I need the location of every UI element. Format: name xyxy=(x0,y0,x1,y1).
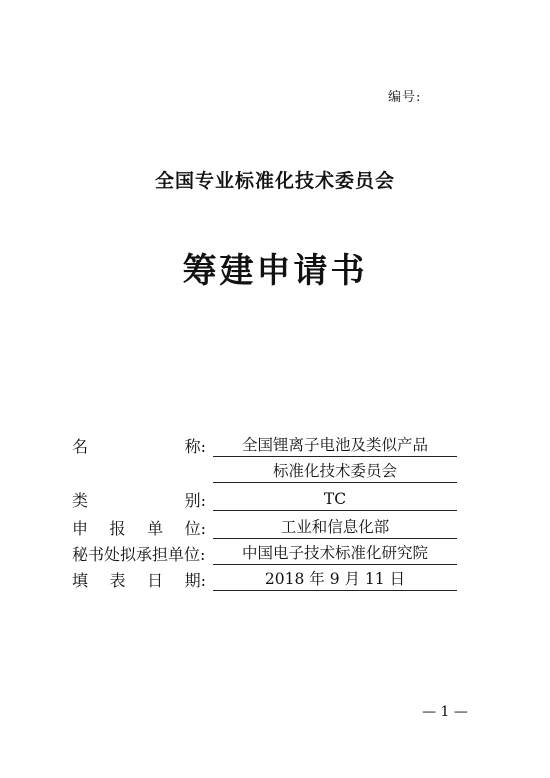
name-field-value-line1: 全国锂离子电池及类似产品 xyxy=(213,435,457,457)
label-char: 名 xyxy=(72,437,89,456)
date-field-value: 2018 年 9 月 11 日 xyxy=(213,569,457,591)
document-title: 筹建申请书 xyxy=(182,251,368,291)
serial-number-label: 编号: xyxy=(388,90,422,105)
label-char: 申 xyxy=(72,519,89,538)
label-char: 类 xyxy=(72,491,89,510)
secretariat-field-value: 中国电子技术标准化研究院 xyxy=(213,543,457,565)
applicant-field-label xyxy=(72,519,206,539)
name-field-value-line2: 标准化技术委员会 xyxy=(213,461,457,483)
name-field-label xyxy=(72,437,206,457)
label-char: 别: xyxy=(184,491,206,510)
secretariat-field-label xyxy=(72,545,206,565)
page-number: — 1 — xyxy=(422,704,468,720)
applicant-field-value: 工业和信息化部 xyxy=(213,517,457,539)
label-char: 位: xyxy=(184,519,206,538)
label-char: 单 xyxy=(147,519,164,538)
label-char: 表 xyxy=(109,571,126,590)
category-field-value: TC xyxy=(213,489,457,511)
date-field-label xyxy=(72,571,206,591)
label-char: 期: xyxy=(184,571,206,590)
label-text: 秘书处拟承担单位: xyxy=(72,545,206,564)
label-char: 报 xyxy=(109,519,126,538)
label-char: 日 xyxy=(147,571,164,590)
category-field-label xyxy=(72,491,206,511)
label-char: 称: xyxy=(184,437,206,456)
committee-heading: 全国专业标准化技术委员会 xyxy=(154,170,395,192)
label-char: 填 xyxy=(72,571,89,590)
